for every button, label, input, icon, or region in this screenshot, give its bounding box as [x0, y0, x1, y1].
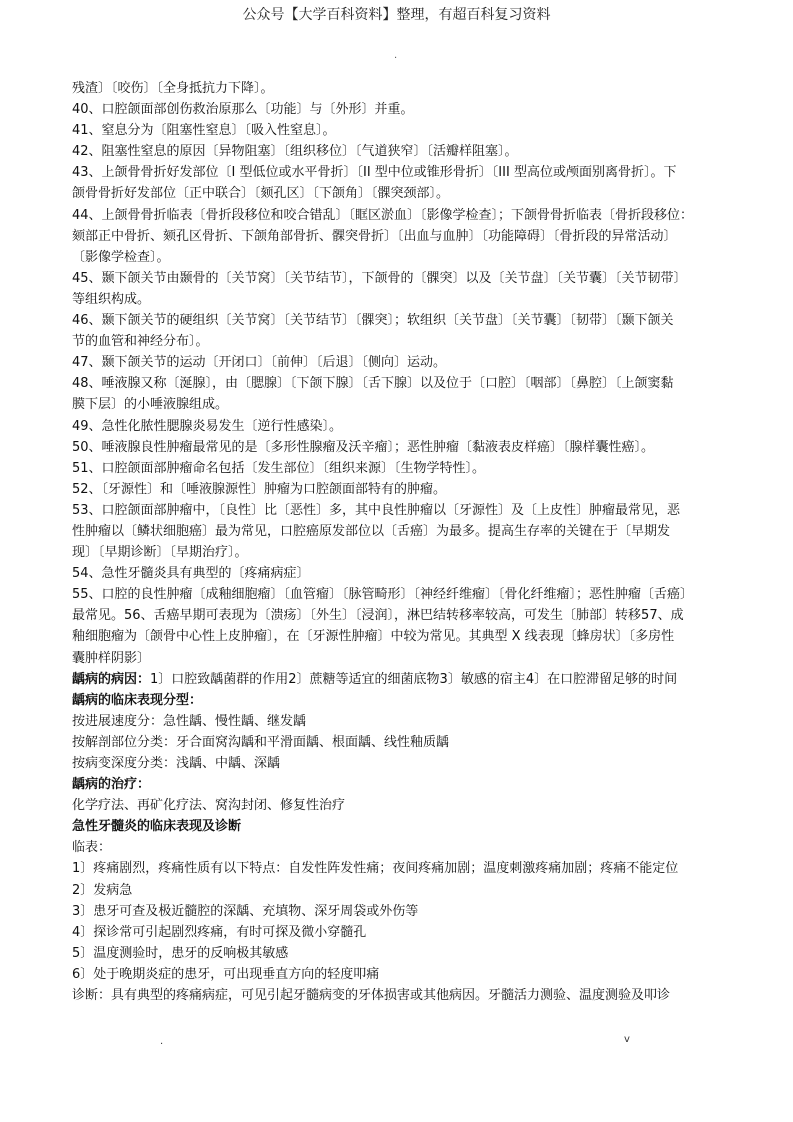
text-line: 釉细胞瘤为〔颌骨中心性上皮肿瘤〕，在〔牙源性肿瘤〕中较为常见。其典型 X 线表现〔蜂房状〕〔多房性	[72, 629, 675, 645]
text-line: 2〕发病急	[72, 882, 133, 898]
text-line: 52、〔牙源性〕和〔唾液腺源性〕肿瘤为口腔颌面部特有的肿瘤。	[72, 481, 447, 497]
text-line: 化学疗法、再矿化疗法、窝沟封闭、修复性治疗	[72, 798, 346, 814]
text-line: 残渣〕〔咬伤〕〔全身抵抗力下降〕。	[72, 81, 274, 96]
text-line: 41、窒息分为〔阻塞性窒息〕〔吸入性窒息〕。	[72, 123, 336, 139]
document-body	[72, 78, 732, 1006]
text-line	[72, 669, 732, 690]
text-line: 按解剖部位分类：牙合面窝沟龋和平滑面龋、根面龋、线性釉质龋	[72, 734, 450, 750]
text-line: 53、口腔颌面部肿瘤中，〔良性〕比〔恶性〕多，其中良性肿瘤以〔牙源性〕及〔上皮性〕肿瘤最常见，恶	[72, 502, 681, 518]
top-mark: .	[394, 50, 398, 61]
text-line: 急性牙髓炎的临床表现及诊断	[72, 819, 242, 835]
text-line: 1〕疼痛剧烈，疼痛性质有以下特点：自发性阵发性痛；夜间疼痛加剧；温度刺激疼痛加剧；疼痛不能定位	[72, 861, 679, 877]
text-line: 诊断：具有典型的疼痛病症，可见引起牙髓病变的牙体损害或其他病因。牙髓活力测验、温度测验及叩诊	[72, 988, 671, 1004]
text-line: 40、口腔颌面部创伤救治原那么〔功能〕与〔外形〕并重。	[72, 102, 414, 118]
text-line: 44、上颌骨骨折临表〔骨折段移位和咬合错乱〕〔眶区淤血〕〔影像学检查〕；下颌骨骨折临表〔骨折段移位：	[72, 207, 694, 223]
text-line: 膜下层〕的小唾液腺组成。	[72, 397, 229, 413]
line-rest: 1〕口腔致龋菌群的作用2〕蔗糖等适宜的细菌底物3〕敏感的宿主4〕在口腔滞留足够的时间	[150, 671, 678, 687]
text-line: 龋病的临床表现分型：	[72, 692, 203, 708]
text-line: 45、颞下颌关节由颞骨的〔关节窝〕〔关节结节〕，下颌骨的〔髁突〕以及〔关节盘〕〔关节囊〕〔关节韧带〕	[72, 270, 687, 286]
page-header: 公众号【大学百科资料】整理，有超百科复习资料	[242, 7, 551, 23]
text-line: 48、唾液腺又称〔涎腺〕，由〔腮腺〕〔下颌下腺〕〔舌下腺〕以及位于〔口腔〕〔咽部〕〔鼻腔〕〔上颌窦黏	[72, 376, 674, 392]
text-line: 42、阻塞性窒息的原因〔异物阻塞〕〔组织移位〕〔气道狭窄〕〔活瓣样阻塞〕。	[72, 144, 518, 160]
text-line: 颏部正中骨折、颏孔区骨折、下颌角部骨折、髁突骨折〕〔出血与血肿〕〔功能障碍〕〔骨折段的异常活动〕	[72, 228, 677, 244]
text-line: 等组织构成。	[72, 291, 151, 307]
text-line: 最常见。56、舌癌早期可表现为〔溃疡〕〔外生〕〔浸润〕，淋巴结转移率较高，可发生〔肺部〕转移57、成	[72, 608, 684, 624]
text-line: 55、口腔的良性肿瘤〔成釉细胞瘤〕〔血管瘤〕〔脉管畸形〕〔神经纤维瘤〕〔骨化纤维瘤〕；恶性肿瘤〔舌癌〕	[72, 587, 694, 603]
text-line: 5〕温度测验时，患牙的反响极其敏感	[72, 945, 289, 961]
text-line: 47、颞下颌关节的运动〔开闭口〕〔前伸〕〔后退〕〔侧向〕运动。	[72, 355, 447, 371]
text-line: 囊肿样阴影〕	[72, 650, 151, 666]
text-line: 现〕〔早期诊断〕〔早期治疗〕。	[72, 545, 248, 561]
footer-left-mark: .	[160, 1036, 164, 1047]
text-line: 54、急性牙髓炎具有典型的〔疼痛病症〕	[72, 566, 310, 582]
line-heading: 龋病的病因：	[72, 671, 151, 687]
footer-right-mark: v	[624, 1034, 630, 1045]
text-line: 50、唾液腺良性肿瘤最常见的是〔多形性腺瘤及沃辛瘤〕；恶性肿瘤〔黏液表皮样癌〕〔腺样囊性癌〕。	[72, 439, 655, 455]
text-line: 〔影像学检查〕。	[72, 249, 170, 265]
text-line: 节的血管和神经分布〕。	[72, 334, 209, 350]
text-line: 按进展速度分：急性龋、慢性龋、继发龋	[72, 713, 307, 729]
text-line: 性肿瘤以〔鳞状细胞癌〕最为常见，口腔癌原发部位以〔舌癌〕为最多。提高生存率的关键在于〔早期发	[72, 523, 671, 539]
text-line: 46、颞下颌关节的硬组织〔关节窝〕〔关节结节〕〔髁突〕；软组织〔关节盘〕〔关节囊〕〔韧带〕〔颞下颌关	[72, 313, 674, 329]
text-line: 颌骨骨折好发部位〔正中联合〕〔颏孔区〕〔下颌角〕〔髁突颈部〕。	[72, 186, 450, 202]
text-line: 按病变深度分类：浅龋、中龋、深龋	[72, 756, 281, 771]
text-line: 6〕处于晚期炎症的患牙，可出现垂直方向的轻度叩痛	[72, 966, 380, 982]
text-line: 43、上颌骨骨折好发部位〔I 型低位或水平骨折〕〔II 型中位或锥形骨折〕〔III 型高位或颅面别离骨折〕。下	[72, 165, 677, 181]
text-line: 4〕探诊常可引起剧烈疼痛，有时可探及微小穿髓孔	[72, 924, 367, 940]
text-line: 49、急性化脓性腮腺炎易发生〔逆行性感染〕。	[72, 418, 343, 434]
text-line: 龋病的治疗：	[72, 777, 151, 793]
text-line: 3〕患牙可查及极近髓腔的深龋、充填物、深牙周袋或外伤等	[72, 903, 419, 919]
text-line: 临表：	[72, 840, 112, 856]
text-line: 51、口腔颌面部肿瘤命名包括〔发生部位〕〔组织来源〕〔生物学特性〕。	[72, 460, 486, 476]
